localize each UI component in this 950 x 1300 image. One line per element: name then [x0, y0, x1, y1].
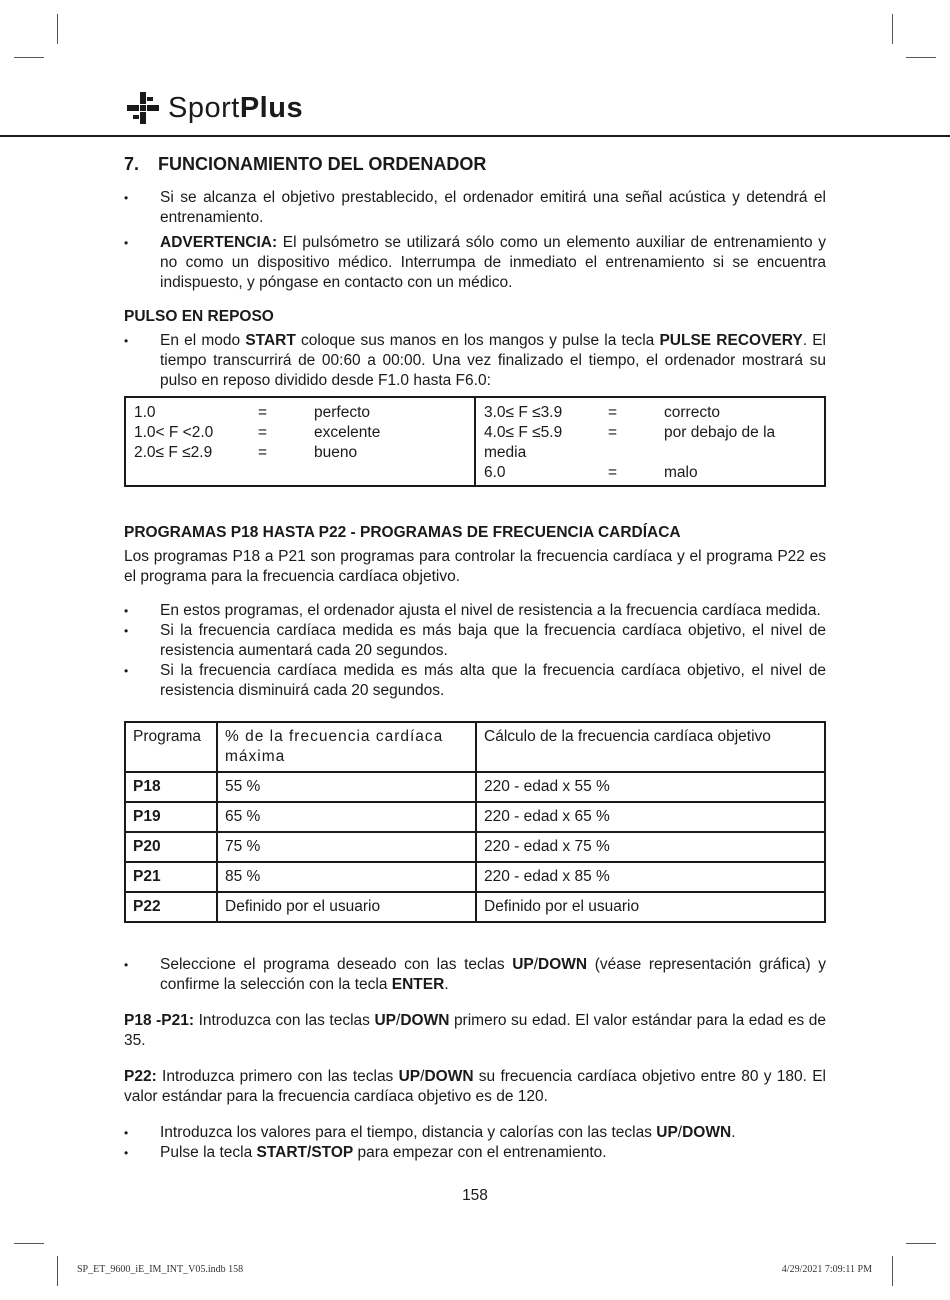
list-item: • Si la frecuencia cardíaca medida es más baja que la frecuencia cardíaca objetivo, el nivel de resistencia aumentará cada 20 segundos.	[124, 621, 826, 661]
table-cell: Definido por el usuario	[476, 892, 825, 922]
p18-paragraph: P18 -P21: Introduzca con las teclas UP/DOWN primero su edad. El valor estándar para la edad es de 35.	[124, 1012, 826, 1049]
crop-mark	[892, 14, 893, 44]
table-cell: P19	[125, 802, 217, 832]
crop-mark	[14, 57, 44, 58]
table-row	[125, 772, 825, 802]
list-item: • Si la frecuencia cardíaca medida es más alta que la frecuencia cardíaca objetivo, el nivel de resistencia disminuirá cada 20 segundos.	[124, 661, 826, 701]
header-divider	[0, 135, 950, 137]
table-cell: 75 %	[217, 832, 476, 862]
table-cell: P22	[125, 892, 217, 922]
table-header-cell: % de la frecuencia cardíaca máxima	[217, 722, 476, 772]
programs-heading: PROGRAMAS P18 HASTA P22 - PROGRAMAS DE FRECUENCIA CARDÍACA	[124, 524, 681, 541]
pulse-row: 1.0 = perfecto	[134, 404, 371, 421]
list-item: • En estos programas, el ordenador ajusta el nivel de resistencia a la frecuencia cardíaca medida.	[124, 601, 826, 621]
pulse-row: media	[484, 444, 527, 461]
pulse-bullets	[124, 331, 826, 391]
list-item: • Pulse la tecla START/STOP para empezar con el entrenamiento.	[124, 1143, 826, 1163]
table-header-row	[125, 722, 825, 772]
crop-mark	[57, 14, 58, 44]
pulse-row: 4.0≤ F ≤5.9 = por debajo de la	[484, 424, 776, 441]
table-cell: 220 - edad x 85 %	[476, 862, 825, 892]
selection-bullets	[124, 955, 826, 995]
pulse-row: 2.0≤ F ≤2.9 = bueno	[134, 444, 358, 461]
page-content	[124, 150, 826, 1163]
table-cell: P21	[125, 862, 217, 892]
footer-file: SP_ET_9600_iE_IM_INT_V05.indb 158	[77, 1264, 244, 1275]
pulse-heading: PULSO EN REPOSO	[124, 308, 274, 325]
table-header-cell: Programa	[125, 722, 217, 772]
footer-timestamp: 4/29/2021 7:09:11 PM	[781, 1264, 872, 1275]
section-title: 7. FUNCIONAMIENTO DEL ORDENADOR	[124, 154, 487, 174]
crop-mark	[14, 1243, 44, 1244]
crop-mark	[906, 1243, 936, 1244]
pulse-row: 1.0< F <2.0 = excelente	[134, 424, 381, 441]
crop-mark	[57, 1256, 58, 1286]
table-row	[125, 802, 825, 832]
table-cell: 55 %	[217, 772, 476, 802]
heart-rate-table	[124, 721, 826, 923]
list-item: • Introduzca los valores para el tiempo, distancia y calorías con las teclas UP/DOWN.	[124, 1123, 826, 1143]
pulse-column-right	[474, 398, 824, 485]
crop-mark	[892, 1256, 893, 1286]
list-item: • Seleccione el programa deseado con las teclas UP/DOWN (véase representación gráfica) y confirme la selección con la tecla ENTER.	[124, 955, 826, 995]
pulse-column-left	[126, 398, 474, 485]
table-cell: 65 %	[217, 802, 476, 832]
page-number: 158	[462, 1187, 488, 1204]
brand-logo	[124, 88, 303, 128]
table-row	[125, 862, 825, 892]
pulse-row: 6.0 = malo	[484, 464, 698, 481]
table-row	[125, 832, 825, 862]
table-cell: 220 - edad x 55 %	[476, 772, 825, 802]
p22-paragraph: P22: Introduzca primero con las teclas UP/DOWN su frecuencia cardíaca objetivo entre 80 y 180. El valor estándar para la frecuencia cardíaca objetivo es de 120.	[124, 1068, 826, 1105]
table-cell: P20	[125, 832, 217, 862]
pulse-row: 3.0≤ F ≤3.9 = correcto	[484, 404, 720, 421]
list-item: • En el modo START coloque sus manos en los mangos y pulse la tecla PULSE RECOVERY. El tiempo transcurrirá de 00:60 a 00:00. Una vez finalizado el tiempo, el ordenador mostrará su pulso en reposo dividido desde F1.0 hasta F6.0:	[124, 331, 826, 391]
list-item: • ADVERTENCIA: El pulsómetro se utilizará sólo como un elemento auxiliar de entrenamiento y no como un dispositivo médico. Interrumpa de inmediato el entrenamiento si se encuentra indispuesto, y póngase en contacto con un médico.	[124, 233, 826, 293]
table-cell: P18	[125, 772, 217, 802]
programs-bullets	[124, 601, 826, 701]
table-cell: 220 - edad x 65 %	[476, 802, 825, 832]
brand-name: SportPlus	[168, 91, 304, 124]
table-cell: 85 %	[217, 862, 476, 892]
programs-intro: Los programas P18 a P21 son programas para controlar la frecuencia cardíaca y el programa P22 es el programa para la frecuencia cardíaca objetivo.	[124, 548, 826, 585]
table-header-cell: Cálculo de la frecuencia cardíaca objetivo	[476, 722, 825, 772]
final-bullets	[124, 1123, 826, 1163]
table-cell: Definido por el usuario	[217, 892, 476, 922]
table-cell: 220 - edad x 75 %	[476, 832, 825, 862]
table-row	[125, 892, 825, 922]
plus-logo-icon	[124, 89, 162, 127]
crop-mark	[906, 57, 936, 58]
pulse-rating-table	[124, 396, 826, 487]
list-item: • Si se alcanza el objetivo prestablecido, el ordenador emitirá una señal acústica y detendrá el entrenamiento.	[124, 188, 826, 228]
section-bullets	[124, 188, 826, 293]
